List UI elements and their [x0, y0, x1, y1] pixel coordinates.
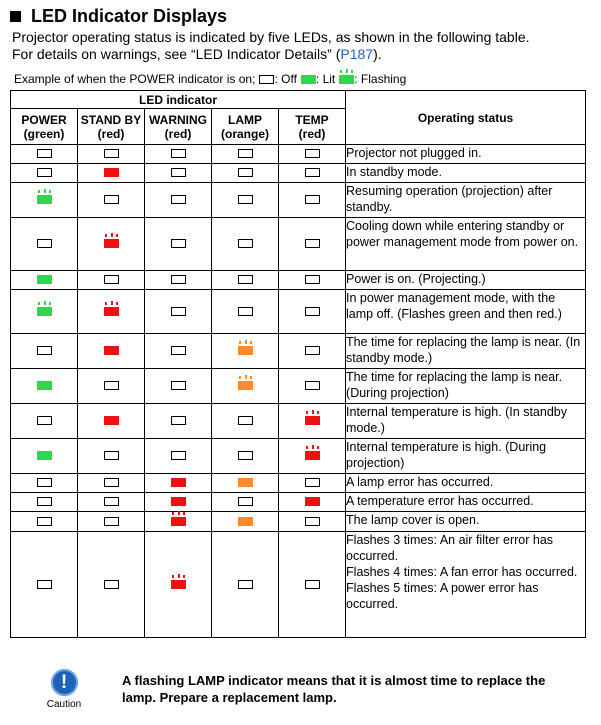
standby-led-off-icon [104, 275, 119, 284]
led-cell-temp [279, 439, 346, 474]
led-cell-warning [145, 183, 212, 218]
power-led-flash-icon [37, 195, 52, 204]
table-row [11, 439, 586, 474]
intro-paragraph [12, 29, 592, 63]
led-cell-warning [145, 271, 212, 290]
standby-led-lit-icon [104, 416, 119, 425]
warning-led-off-icon [171, 239, 186, 248]
power-led-off-icon [37, 239, 52, 248]
led-cell-temp [279, 474, 346, 493]
led-cell-temp [279, 271, 346, 290]
led-cell-temp [279, 290, 346, 334]
operating-status-cell [346, 218, 586, 271]
column-header-label: POWER [21, 112, 67, 127]
lamp-led-flash-icon [238, 346, 253, 355]
power-led-flash-icon [37, 307, 52, 316]
operating-status-text: Power is on. (Projecting.) [346, 272, 486, 286]
led-cell-standby [78, 218, 145, 271]
warning-led-lit-icon [171, 497, 186, 506]
power-led-lit-icon [37, 381, 52, 390]
lamp-led-off-icon [238, 580, 253, 589]
power-led-off-icon [37, 346, 52, 355]
warning-led-flash-icon [171, 580, 186, 589]
led-cell-warning [145, 164, 212, 183]
led-cell-temp [279, 369, 346, 404]
led-cell-power [11, 218, 78, 271]
column-header-label: WARNING [149, 112, 207, 127]
operating-status-cell [346, 164, 586, 183]
led-cell-temp [279, 164, 346, 183]
led-cell-power [11, 183, 78, 218]
column-header-label: TEMP [295, 112, 329, 127]
led-cell-standby [78, 493, 145, 512]
led-cell-standby [78, 439, 145, 474]
led-cell-standby [78, 404, 145, 439]
operating-status-cell [346, 334, 586, 369]
legend-flashing-label: : Flashing [354, 72, 407, 86]
temp-led-off-icon [305, 307, 320, 316]
led-cell-standby [78, 512, 145, 532]
operating-status-text: Resuming operation (projection) after standby. [346, 184, 553, 214]
led-cell-lamp [212, 369, 279, 404]
column-header [279, 109, 346, 145]
caution-label: Caution [46, 699, 82, 710]
led-cell-lamp [212, 493, 279, 512]
power-led-off-icon [37, 517, 52, 526]
intro-ref-suffix: ). [373, 46, 382, 62]
lamp-led-off-icon [238, 275, 253, 284]
led-cell-standby [78, 369, 145, 404]
led-cell-lamp [212, 439, 279, 474]
led-cell-lamp [212, 290, 279, 334]
legend-off-label: : Off [274, 72, 297, 86]
legend [14, 71, 406, 87]
led-cell-power [11, 369, 78, 404]
operating-status-cell [346, 512, 586, 532]
temp-led-off-icon [305, 478, 320, 487]
operating-status-text: Internal temperature is high. (During projection) [346, 440, 547, 470]
operating-status-text: The lamp cover is open. [346, 513, 480, 527]
led-cell-lamp [212, 183, 279, 218]
operating-status-cell [346, 145, 586, 164]
column-header [212, 109, 279, 145]
led-cell-power [11, 439, 78, 474]
led-cell-lamp [212, 474, 279, 493]
operating-status-cell [346, 183, 586, 218]
standby-led-off-icon [104, 451, 119, 460]
table-row [11, 183, 586, 218]
warning-led-off-icon [171, 168, 186, 177]
temp-led-off-icon [305, 381, 320, 390]
temp-led-off-icon [305, 149, 320, 158]
column-header-label: LAMP [228, 112, 262, 127]
led-cell-power [11, 334, 78, 369]
led-cell-lamp [212, 404, 279, 439]
led-cell-standby [78, 183, 145, 218]
table-row [11, 404, 586, 439]
led-cell-power [11, 271, 78, 290]
led-cell-warning [145, 493, 212, 512]
operating-status-cell [346, 369, 586, 404]
led-cell-power [11, 145, 78, 164]
lamp-led-flash-icon [238, 381, 253, 390]
led-cell-warning [145, 290, 212, 334]
temp-led-off-icon [305, 239, 320, 248]
led-cell-power [11, 404, 78, 439]
table-row [11, 145, 586, 164]
operating-status-cell [346, 493, 586, 512]
caution-block [44, 669, 84, 710]
led-cell-standby [78, 164, 145, 183]
lamp-led-lit-icon [238, 478, 253, 487]
intro-ref-prefix: For details on warnings, see “LED Indicator Details” ( [12, 46, 341, 62]
operating-status-cell [346, 532, 586, 638]
table-row [11, 334, 586, 369]
led-cell-lamp [212, 532, 279, 638]
column-header-color: (red) [298, 126, 326, 141]
led-cell-standby [78, 532, 145, 638]
operating-status-text: Flashes 5 times: A power error has occurred. [346, 581, 539, 611]
led-cell-temp [279, 404, 346, 439]
temp-led-off-icon [305, 346, 320, 355]
led-cell-lamp [212, 512, 279, 532]
bullet-square-icon [10, 11, 21, 22]
led-cell-warning [145, 369, 212, 404]
page-title: LED Indicator Displays [31, 5, 228, 26]
temp-led-off-icon [305, 580, 320, 589]
power-led-off-icon [37, 416, 52, 425]
led-cell-standby [78, 271, 145, 290]
led-cell-power [11, 512, 78, 532]
standby-led-lit-icon [104, 346, 119, 355]
led-cell-temp [279, 334, 346, 369]
column-header [11, 109, 78, 145]
led-cell-standby [78, 290, 145, 334]
warning-led-off-icon [171, 451, 186, 460]
column-header [145, 109, 212, 145]
led-indicator-group-header: LED indicator [11, 91, 346, 109]
legend-lit-indicator-icon [301, 75, 316, 84]
standby-led-off-icon [104, 195, 119, 204]
power-led-off-icon [37, 478, 52, 487]
power-led-lit-icon [37, 275, 52, 284]
temp-led-flash-icon [305, 416, 320, 425]
legend-flashing-indicator-icon [339, 75, 354, 84]
led-cell-warning [145, 218, 212, 271]
temp-led-off-icon [305, 168, 320, 177]
led-cell-standby [78, 474, 145, 493]
legend-prefix: Example of when the POWER indicator is on; [14, 72, 256, 86]
operating-status-text: A lamp error has occurred. [346, 475, 494, 489]
operating-status-text: In standby mode. [346, 165, 442, 179]
led-cell-warning [145, 532, 212, 638]
lamp-led-off-icon [238, 497, 253, 506]
power-led-off-icon [37, 580, 52, 589]
led-cell-lamp [212, 164, 279, 183]
column-header-color: (green) [23, 126, 65, 141]
intro-line-ref [12, 46, 592, 63]
led-cell-temp [279, 532, 346, 638]
standby-led-flash-icon [104, 307, 119, 316]
caution-icon: ! [51, 669, 78, 696]
warning-led-off-icon [171, 346, 186, 355]
table-row [11, 493, 586, 512]
standby-led-off-icon [104, 517, 119, 526]
table-row [11, 369, 586, 404]
operating-status-text: Flashes 3 times: An air filter error has occurred. [346, 533, 554, 563]
table-row [11, 532, 586, 638]
table-row [11, 512, 586, 532]
led-cell-lamp [212, 334, 279, 369]
lamp-led-off-icon [238, 239, 253, 248]
lamp-led-off-icon [238, 307, 253, 316]
operating-status-cell [346, 290, 586, 334]
operating-status-text: Flashes 4 times: A fan error has occurred. [346, 565, 578, 579]
column-header-color: (red) [97, 126, 125, 141]
operating-status-text: The time for replacing the lamp is near. (During projection) [346, 370, 563, 400]
led-cell-warning [145, 404, 212, 439]
operating-status-header: Operating status [346, 91, 586, 145]
led-indicator-table [10, 90, 586, 638]
legend-off-indicator-icon [259, 75, 274, 84]
led-cell-power [11, 532, 78, 638]
led-cell-warning [145, 439, 212, 474]
led-cell-warning [145, 334, 212, 369]
operating-status-cell [346, 474, 586, 493]
operating-status-text: The time for replacing the lamp is near. (In standby mode.) [346, 335, 581, 365]
led-cell-power [11, 290, 78, 334]
standby-led-flash-icon [104, 239, 119, 248]
warning-led-flash-icon [171, 517, 186, 526]
led-cell-temp [279, 218, 346, 271]
led-cell-temp [279, 183, 346, 218]
operating-status-text: Projector not plugged in. [346, 146, 482, 160]
caution-text: A flashing LAMP indicator means that it is almost time to replace the lamp. Prepare a replacement lamp. [122, 673, 546, 705]
standby-led-off-icon [104, 381, 119, 390]
led-cell-power [11, 493, 78, 512]
lamp-led-off-icon [238, 149, 253, 158]
operating-status-cell [346, 439, 586, 474]
standby-led-off-icon [104, 580, 119, 589]
warning-led-lit-icon [171, 478, 186, 487]
section-title [10, 4, 227, 28]
warning-led-off-icon [171, 149, 186, 158]
lamp-led-off-icon [238, 451, 253, 460]
operating-status-text: Internal temperature is high. (In standby mode.) [346, 405, 567, 435]
led-cell-temp [279, 145, 346, 164]
lamp-led-off-icon [238, 195, 253, 204]
led-cell-standby [78, 334, 145, 369]
temp-led-flash-icon [305, 451, 320, 460]
operating-status-text: In power management mode, with the lamp off. (Flashes green and then red.) [346, 291, 562, 321]
temp-led-off-icon [305, 517, 320, 526]
led-cell-lamp [212, 218, 279, 271]
intro-line: Projector operating status is indicated by five LEDs, as shown in the following table. [12, 29, 530, 45]
table-row [11, 218, 586, 271]
led-cell-power [11, 164, 78, 183]
power-led-lit-icon [37, 451, 52, 460]
temp-led-off-icon [305, 195, 320, 204]
standby-led-lit-icon [104, 168, 119, 177]
standby-led-off-icon [104, 497, 119, 506]
warning-led-off-icon [171, 307, 186, 316]
led-cell-temp [279, 512, 346, 532]
lamp-led-off-icon [238, 416, 253, 425]
operating-status-text: A temperature error has occurred. [346, 494, 534, 508]
standby-led-off-icon [104, 149, 119, 158]
table-row [11, 164, 586, 183]
column-header-color: (red) [164, 126, 192, 141]
led-cell-standby [78, 145, 145, 164]
page-reference-link[interactable]: P187 [340, 46, 374, 62]
column-header-label: STAND BY [80, 112, 142, 127]
table-row [11, 474, 586, 493]
table-row [11, 271, 586, 290]
standby-led-off-icon [104, 478, 119, 487]
lamp-led-off-icon [238, 168, 253, 177]
operating-status-text: Cooling down while entering standby or power management mode from power on. [346, 219, 579, 249]
temp-led-lit-icon [305, 497, 320, 506]
warning-led-off-icon [171, 275, 186, 284]
led-cell-lamp [212, 271, 279, 290]
column-header-color: (orange) [221, 126, 269, 141]
table-row [11, 290, 586, 334]
legend-lit-label: : Lit [315, 72, 336, 86]
led-cell-warning [145, 512, 212, 532]
warning-led-off-icon [171, 416, 186, 425]
led-cell-power [11, 474, 78, 493]
led-cell-warning [145, 145, 212, 164]
power-led-off-icon [37, 149, 52, 158]
led-cell-temp [279, 493, 346, 512]
column-header [78, 109, 145, 145]
operating-status-cell [346, 404, 586, 439]
led-cell-warning [145, 474, 212, 493]
temp-led-off-icon [305, 275, 320, 284]
warning-led-off-icon [171, 381, 186, 390]
power-led-off-icon [37, 168, 52, 177]
warning-led-off-icon [171, 195, 186, 204]
led-cell-lamp [212, 145, 279, 164]
power-led-off-icon [37, 497, 52, 506]
operating-status-cell [346, 271, 586, 290]
lamp-led-lit-icon [238, 517, 253, 526]
